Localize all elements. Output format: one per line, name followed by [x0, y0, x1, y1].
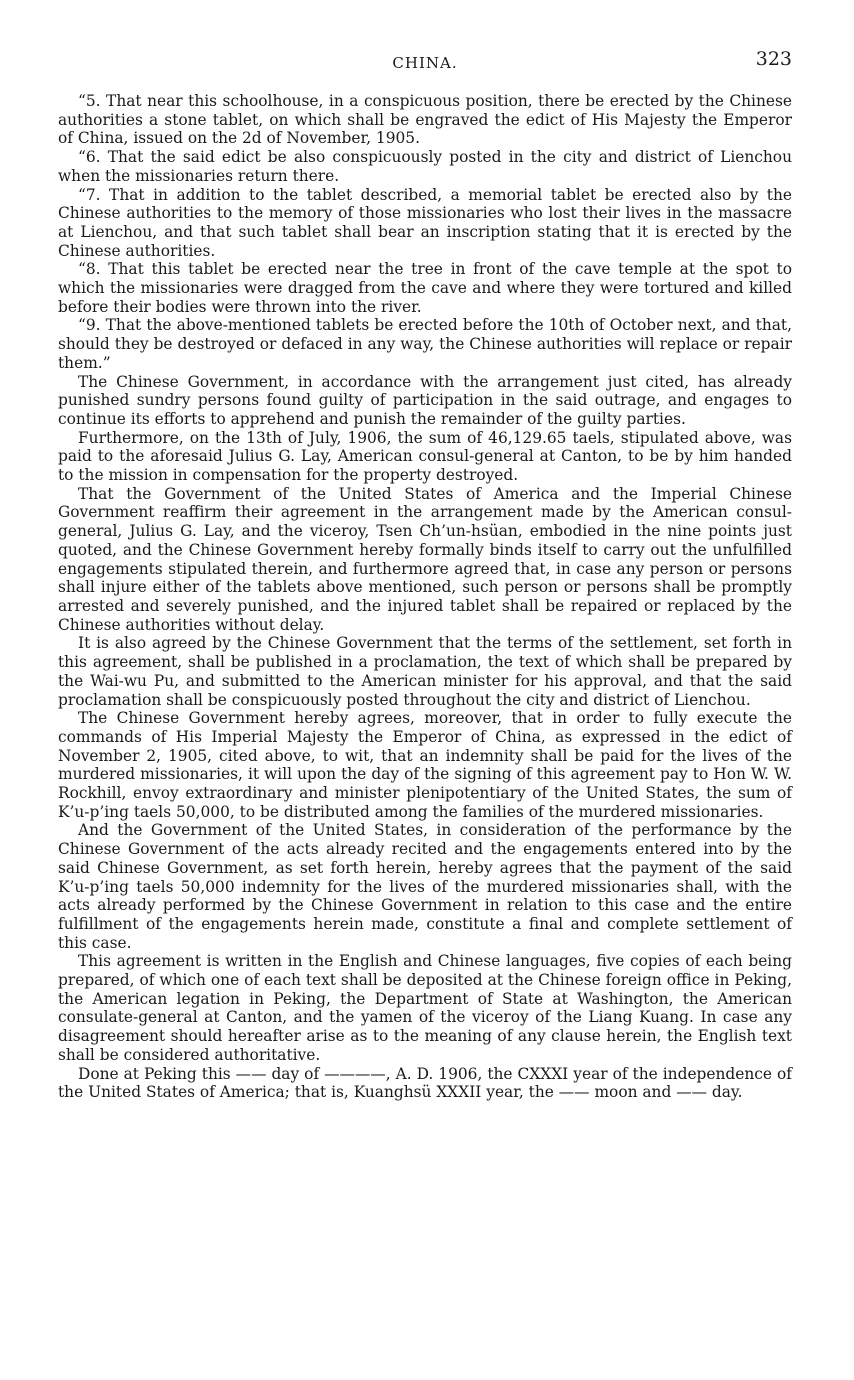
paragraph-punishment: The Chinese Government, in accordance with the arrangement just cited, has already punished sundry persons found guilty of participation in the said outrage, and engages to continue its efforts to apprehend and punish the remainder of the guilty parties. — [58, 372, 792, 428]
paragraph-reaffirmation: That the Government of the United States of America and the Imperial Chinese Government reaffirm their agreement in the arrangement made by the American consul-general, Julius G. Lay, and the viceroy, Tsen Ch’un-hsüan, embodied in the nine points just quoted, and the Chinese Government hereby formally binds itself to carry out the unfulfilled engagements stipulated therein, and furthermore agreed that, in case any person or persons shall injure either of the tablets above mentioned, such person or persons shall be promptly arrested and severely punished, and the injured tablet shall be repaired or replaced by the Chinese authorities without delay. — [58, 484, 792, 634]
paragraph-point-6: “6. That the said edict be also conspicuously posted in the city and district of Lienchou when the missionaries return there. — [58, 148, 792, 185]
paragraph-point-8: “8. That this tablet be erected near the tree in front of the cave temple at the spot to which the missionaries were dragged from the cave and where they were tortured and killed before their bodies were thrown into the river. — [58, 260, 792, 316]
running-head: CHINA. — [392, 54, 458, 72]
paragraph-point-5: “5. That near this schoolhouse, in a conspicuous position, there be erected by the Chinese authorities a stone tablet, on which shall be engraved the edict of His Majesty the Emperor of China, issued on the 2d of November, 1905. — [58, 92, 792, 148]
paragraph-signature-date: Done at Peking this —— day of ————, A. D. 1906, the CXXXI year of the independence of the United States of America; that is, Kuanghsü XXXII year, the —— moon and —— day. — [58, 1064, 792, 1102]
page-header — [58, 48, 792, 84]
paragraph-languages: This agreement is written in the English and Chinese languages, five copies of each being prepared, of which one of each text shall be deposited at the Chinese foreign office in Peking, the American legation in Peking, the Department of State at Washington, the American consulate-general at Canton, and the yamen of the viceroy of the Liang Kuang. In case any disagreement should hereafter arise as to the meaning of any clause herein, the English text shall be considered authoritative. — [58, 952, 792, 1064]
paragraph-indemnity: The Chinese Government hereby agrees, moreover, that in order to fully execute the commands of His Imperial Majesty the Emperor of China, as expressed in the edict of November 2, 1905, cited above, to wit, that an indemnity shall be paid for the lives of the murdered missionaries, it will upon the day of the signing of this agreement pay to Hon W. W. Rockhill, envoy extraordinary and minister plenipotentiary of the United States, the sum of K’u-p’ing taels 50,000, to be distributed among the families of the murdered missionaries. — [58, 709, 792, 821]
document-page — [58, 48, 792, 1102]
paragraph-point-9: “9. That the above-mentioned tablets be erected before the 10th of October next, and that, should they be destroyed or defaced in any way, the Chinese authorities will replace or repair them.” — [58, 316, 792, 372]
paragraph-proclamation: It is also agreed by the Chinese Government that the terms of the settlement, set forth in this agreement, shall be published in a proclamation, the text of which shall be prepared by the Wai-wu Pu, and submitted to the American minister for his approval, and that the said proclamation shall be conspicuously posted throughout the city and district of Lienchou. — [58, 634, 792, 709]
paragraph-settlement: And the Government of the United States, in consideration of the performance by the Chinese Government of the acts already recited and the engagements entered into by the said Chinese Government, as set forth herein, hereby agrees that the payment of the said K’u-p’ing taels 50,000 indemnity for the lives of the murdered missionaries shall, with the acts already performed by the Chinese Government in relation to this case and the entire fulfillment of the engagements herein made, constitute a final and complete settlement of this case. — [58, 821, 792, 952]
body-text — [58, 92, 792, 1102]
paragraph-payment: Furthermore, on the 13th of July, 1906, the sum of 46,129.65 taels, stipulated above, was paid to the aforesaid Julius G. Lay, American consul-general at Canton, to be by him handed to the mission in compensation for the property destroyed. — [58, 428, 792, 485]
paragraph-point-7: “7. That in addition to the tablet described, a memorial tablet be erected also by the Chinese authorities to the memory of those missionaries who lost their lives in the massacre at Lienchou, and that such tablet shall bear an inscription stating that it is erected by the Chinese authorities. — [58, 185, 792, 260]
page-number: 323 — [755, 48, 792, 70]
